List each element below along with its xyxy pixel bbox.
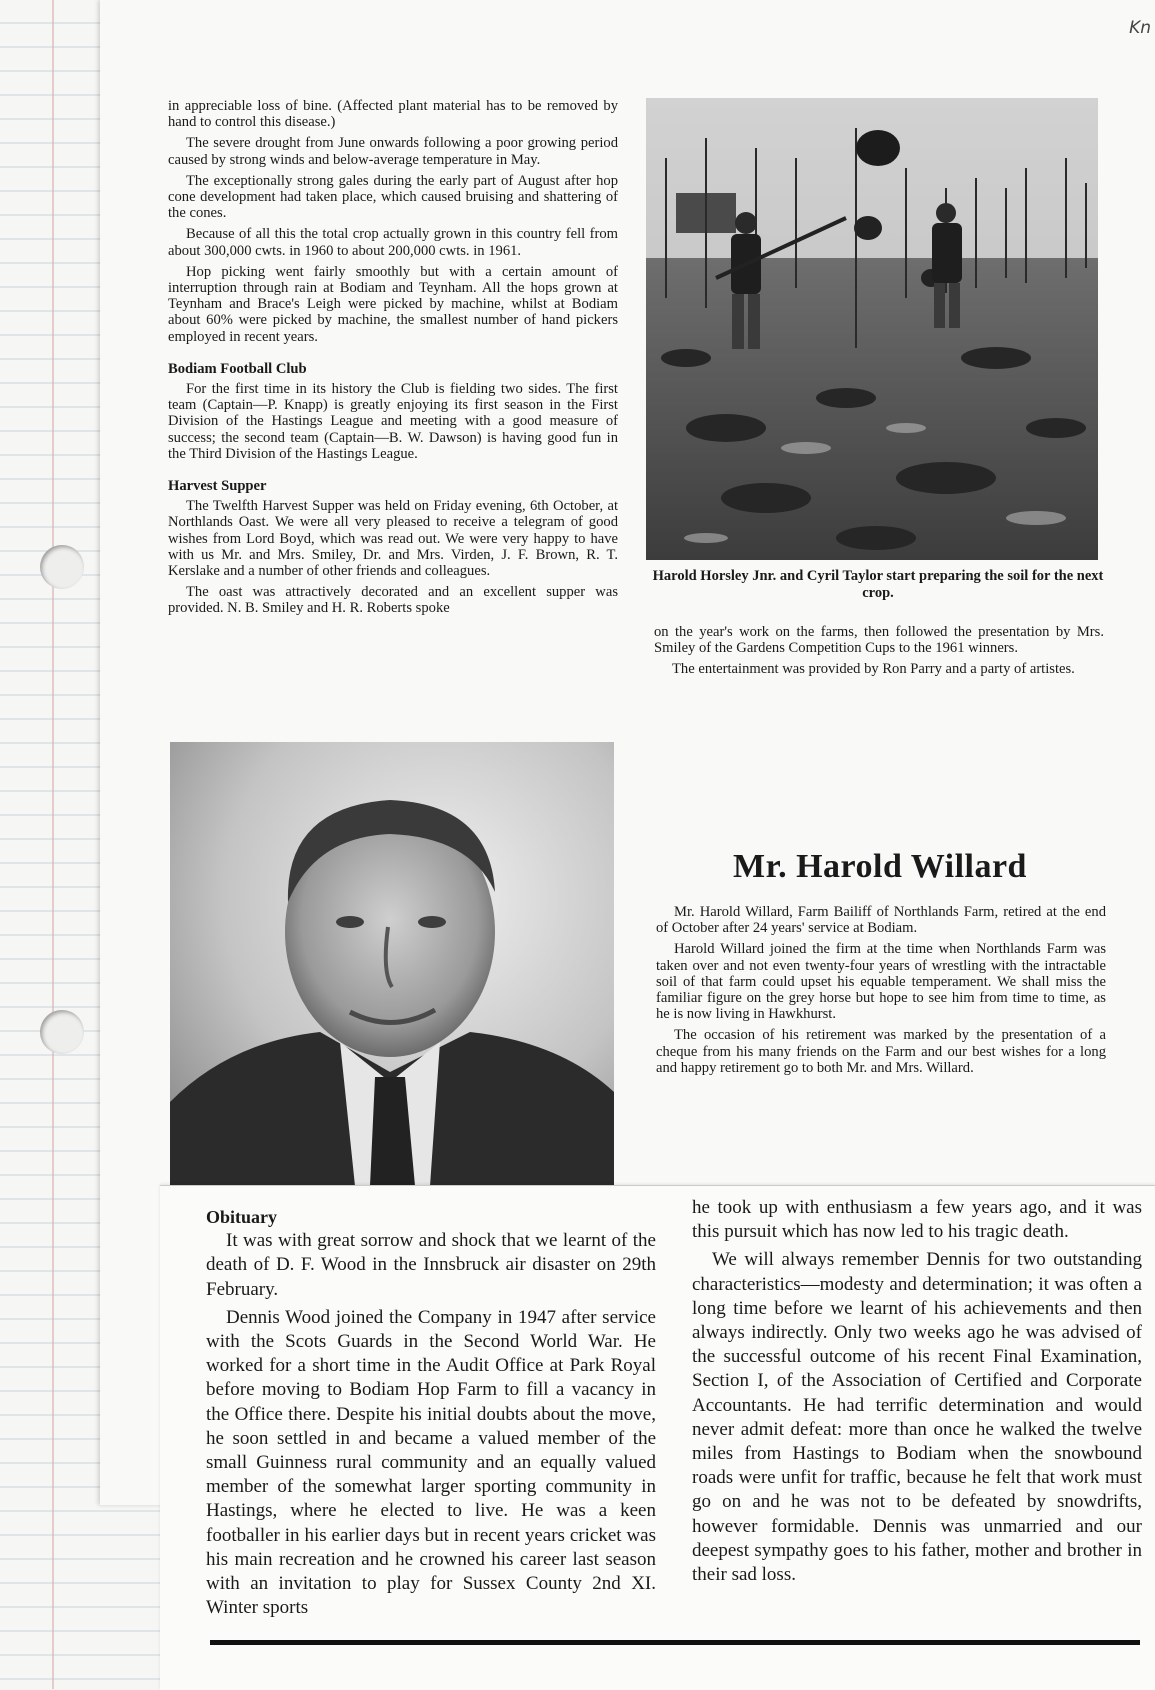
- obituary-right-column: [692, 1196, 1142, 1591]
- crop-paragraph-3: The exceptionally strong gales during the early part of August after hop cone development had taken place, which caused bruising and shattering of the cones.: [168, 172, 618, 222]
- right-text-column: [654, 624, 1104, 683]
- crop-paragraph-4: Because of all this the total crop actually grown in this country fell from about 300,000 cwts. in 1960 to about 200,000 cwts. in 1961.: [168, 226, 618, 259]
- bottom-rule: [210, 1640, 1140, 1645]
- harvest-paragraph-2: The oast was attractively decorated and an excellent supper was provided. N. B. Smiley and H. R. Roberts spoke: [168, 584, 618, 617]
- obituary-paragraph-3: he took up with enthusiasm a few years ago, and it was this pursuit which has now led to his tragic death.: [692, 1197, 1142, 1243]
- punch-hole-upper: [40, 545, 84, 589]
- farm-workers-photo: [646, 98, 1098, 560]
- willard-paragraph-1: Mr. Harold Willard, Farm Bailiff of Northlands Farm, retired at the end of October after 24 years' service at Bodiam.: [656, 904, 1106, 937]
- football-heading: Bodiam Football Club: [168, 360, 307, 377]
- crop-paragraph-1: in appreciable loss of bine. (Affected plant material has to be removed by hand to control this disease.): [168, 98, 618, 131]
- football-paragraph: For the first time in its history the Club is fielding two sides. The first team (Captain—P. Knapp) is greatly enjoying its first season in the First Division of the Hastings League and meeting with a good measure of success; the second team (Captain—B. W. Dawson) is having good fun in the Third Division of the Hastings League.: [168, 381, 618, 462]
- willard-article: [656, 904, 1106, 1081]
- willard-paragraph-2: Harold Willard joined the firm at the time when Northlands Farm was taken over and not even twenty-four years of wrestling with the intractable soil of that farm could upset his equable temperament. We shall miss the familiar figure on the grey horse but hope to see him from time to time, as he is now living in Hawkhurst.: [656, 941, 1106, 1023]
- crop-paragraph-2: The severe drought from June onwards following a poor growing period caused by strong winds and below-average temperature in May.: [168, 135, 618, 168]
- willard-paragraph-3: The occasion of his retirement was marked by the presentation of a cheque from his many friends on the Farm and our best wishes for a long and happy retirement go to both Mr. and Mrs. Willard.: [656, 1027, 1106, 1076]
- harvest-continued-paragraph: on the year's work on the farms, then followed the presentation by Mrs. Smiley of the Gardens Competition Cups to the 1961 winners.: [654, 624, 1104, 657]
- obituary-paragraph-1: It was with great sorrow and shock that we learnt of the death of D. F. Wood in the Innsbruck air disaster on 29th February.: [206, 1230, 656, 1300]
- left-text-column: [168, 98, 618, 622]
- punch-hole-lower: [40, 1010, 84, 1054]
- obituary-heading: Obituary: [206, 1207, 278, 1227]
- obituary-paragraph-4: We will always remember Dennis for two outstanding characteristics—modesty and determination; it was often a long time before we learnt of his achievements and then always indirectly. Only two weeks ago he was advised of the successful outcome of his recent Final Examination, Section I, of the Association of Certified and Corporate Accountants. He had terrific determination and would never admit defeat: more than once he walked the twelve miles from Hastings to Bodiam when the snowbound roads were unfit for traffic, because he felt that work must go on and he was not to be defeated by snowdrifts, however formidable. Dennis was unmarried and our deepest sympathy goes to his father, mother and brother in their sad loss.: [692, 1249, 1142, 1586]
- harvest-paragraph-1: The Twelfth Harvest Supper was held on Friday evening, 6th October, at Northlands Oast. We were all very pleased to receive a telegram of good wishes from Lord Boyd, which was read out. We were very happy to have with us Mr. and Mrs. Smiley, Dr. and Mrs. Virden, J. F. Brown, R. T. Kerslake and a number of other friends and colleagues.: [168, 498, 618, 580]
- willard-headline: Mr. Harold Willard: [733, 848, 1027, 885]
- crop-paragraph-5: Hop picking went fairly smoothly but with a certain amount of interruption through rain at Bodiam and Teynham. All the hops grown at Teynham and Brace's Leigh were picked by machine, whilst at Bodiam about 60% were picked by machine, the smallest number of hand pickers employed in recent years.: [168, 263, 618, 345]
- obituary-left-column: [206, 1205, 656, 1624]
- harold-willard-portrait: [170, 742, 614, 1186]
- entertainment-paragraph: The entertainment was provided by Ron Parry and a party of artistes.: [672, 661, 1075, 678]
- handwritten-corner-note: Kn: [1129, 18, 1151, 38]
- obituary-paragraph-2: Dennis Wood joined the Company in 1947 after service with the Scots Guards in the Second World War. He worked for a short time in the Audit Office at Park Royal before moving to Bodiam Hop Farm to fill a vacancy in the Office there. Despite his initial doubts about the move, he soon settled in and became a valued member of the small Guinness rural community and an equally valued member of the somewhat larger sporting community in Hastings, where he elected to live. He was a keen footballer in his earlier days but in recent years cricket was his main recreation and he crowned his career last season with an invitation to play for Sussex County 2nd XI. Winter sports: [206, 1306, 656, 1619]
- paper-margin-line: [52, 0, 54, 1689]
- harvest-heading: Harvest Supper: [168, 478, 267, 495]
- photo-caption: Harold Horsley Jnr. and Cyril Taylor start preparing the soil for the next crop.: [652, 568, 1104, 601]
